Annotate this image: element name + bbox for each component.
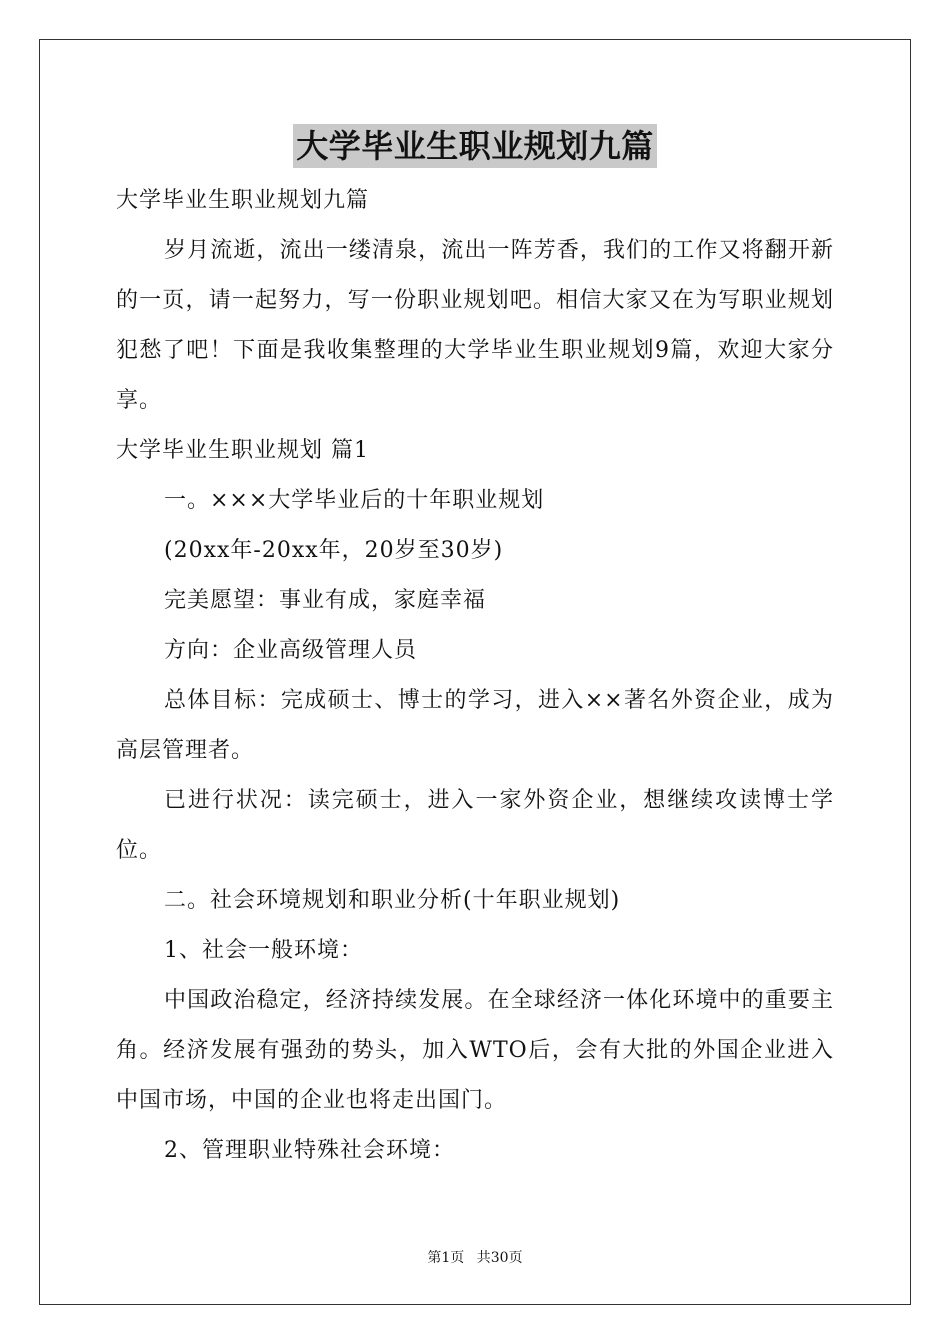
paragraph: 二。社会环境规划和职业分析(十年职业规划) <box>164 888 621 913</box>
paragraph: 一。×××大学毕业后的十年职业规划 <box>164 488 545 513</box>
paragraph: 大学毕业生职业规划 篇1 <box>116 438 369 463</box>
paragraph: 1、社会一般环境： <box>164 938 363 963</box>
paragraph: 总体目标：完成硕士、博士的学习，进入××著名外资企业，成为高层管理者。 <box>116 688 834 763</box>
paragraph: 中国政治稳定，经济持续发展。在全球经济一体化环境中的重要主角。经济发展有强劲的势头，加入WTO后，会有大批的外国企业进入中国市场，中国的企业也将走出国门。 <box>116 988 834 1113</box>
page-total: 共30页 <box>476 1250 523 1266</box>
paragraph: 完美愿望：事业有成，家庭幸福 <box>164 588 487 613</box>
paragraph: 大学毕业生职业规划九篇 <box>116 188 370 213</box>
page-number: 第1页 <box>427 1250 465 1266</box>
page-footer <box>0 1247 950 1267</box>
document-body <box>116 176 834 1176</box>
document-title: 大学毕业生职业规划九篇 <box>293 124 657 168</box>
paragraph: 岁月流逝，流出一缕清泉，流出一阵芳香，我们的工作又将翻开新的一页，请一起努力，写一份职业规划吧。相信大家又在为写职业规划犯愁了吧！下面是我收集整理的大学毕业生职业规划9篇，欢迎大家分享。 <box>116 238 834 413</box>
paragraph: 方向：企业高级管理人员 <box>164 638 418 663</box>
paragraph: (20xx年-20xx年，20岁至30岁) <box>164 538 504 563</box>
title-container <box>0 124 950 168</box>
paragraph: 已进行状况：读完硕士，进入一家外资企业，想继续攻读博士学位。 <box>116 788 834 863</box>
paragraph: 2、管理职业特殊社会环境： <box>164 1138 455 1163</box>
